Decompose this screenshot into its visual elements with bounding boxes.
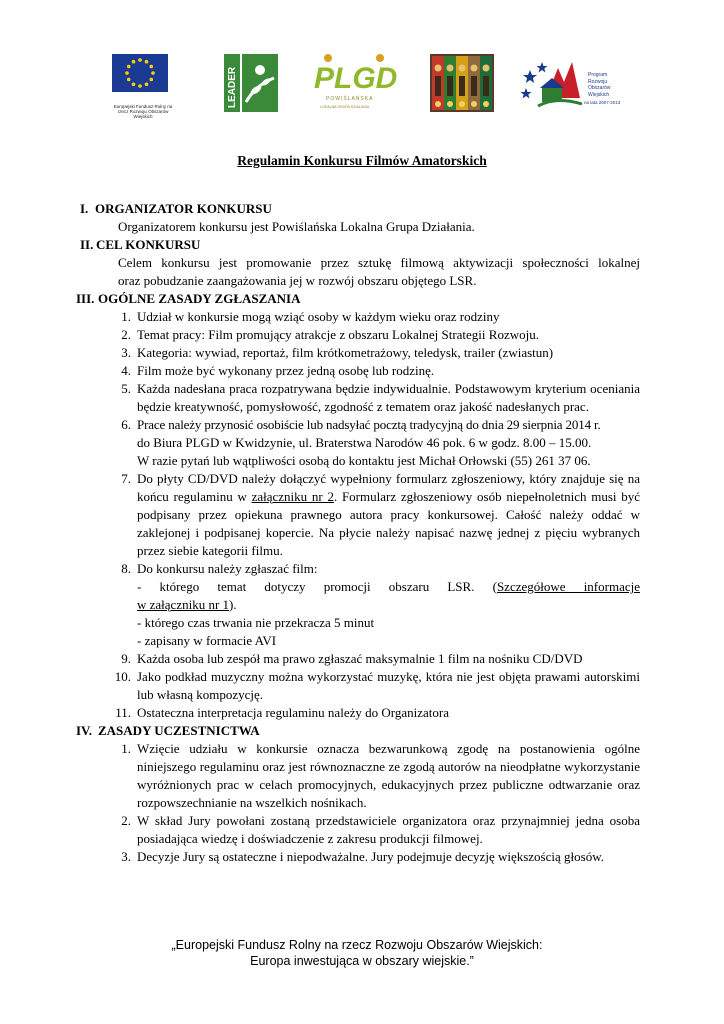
item-8-line-c: - zapisany w formacie AVI bbox=[137, 633, 277, 648]
list-item bbox=[80, 470, 640, 560]
section-heading-2 bbox=[80, 236, 640, 254]
item-number: 7. bbox=[121, 471, 131, 486]
plgd-text: PLGD bbox=[314, 62, 398, 95]
section-heading-1 bbox=[80, 200, 640, 218]
item-number: 10. bbox=[114, 669, 131, 684]
list-item bbox=[80, 668, 640, 704]
plgd-subtitle-2: LOKALNA GRUPA DZIAŁANIA bbox=[320, 105, 370, 109]
mosaic-people-icon bbox=[430, 48, 496, 114]
attachment-2-link[interactable]: załączniku nr 2 bbox=[251, 489, 334, 504]
section-heading-3 bbox=[76, 290, 640, 308]
logo-bar bbox=[108, 48, 628, 123]
item-number: 4. bbox=[121, 363, 131, 378]
section-number: IV. bbox=[76, 723, 93, 738]
eu-flag-logo bbox=[108, 48, 173, 119]
section-title: ZASADY UCZESTNICTWA bbox=[98, 723, 260, 738]
item-number: 1. bbox=[121, 309, 131, 324]
item-8-a-close: ). bbox=[229, 597, 237, 612]
item-text bbox=[137, 416, 640, 470]
document-title: Regulamin Konkursu Filmów Amatorskich bbox=[237, 153, 487, 168]
section-number: II. bbox=[80, 237, 94, 252]
item-text: Film może być wykonany przez jedną osobę lub rodzinę. bbox=[137, 363, 435, 378]
item-text: Jako podkład muzyczny można wykorzystać muzykę, która nie jest objęta prawami autorskimi lub własną kompozycję. bbox=[137, 669, 640, 702]
item-6-line-2: do Biura PLGD w Kwidzynie, ul. Braterstwa Narodów 46 pok. 6 w godz. 8.00 – 15.00. bbox=[137, 435, 592, 450]
item-number: 9. bbox=[121, 651, 131, 666]
section-1-text: Organizatorem konkursu jest Powiślańska Lokalna Grupa Działania. bbox=[118, 219, 475, 234]
page-footer bbox=[0, 937, 724, 969]
list-item bbox=[80, 344, 640, 362]
section-title: ORGANIZATOR KONKURSU bbox=[95, 201, 272, 216]
section-number: III. bbox=[76, 291, 95, 306]
eu-flag-icon bbox=[108, 48, 172, 100]
prow-years: na lata 2007-2013 bbox=[584, 100, 621, 105]
item-number: 2. bbox=[121, 813, 131, 828]
item-number: 3. bbox=[121, 849, 131, 864]
prow-line-3: Obszarów bbox=[588, 85, 611, 91]
item-text: Kategoria: wywiad, reportaż, film krótkometrażowy, teledysk, trailer (zwiastun) bbox=[137, 345, 554, 360]
footer-line-1: „Europejski Fundusz Rolny na rzecz Rozwoju Obszarów Wiejskich: bbox=[171, 938, 543, 952]
list-item bbox=[80, 650, 640, 668]
section-title: OGÓLNE ZASADY ZGŁASZANIA bbox=[98, 291, 301, 306]
item-8-line-a2 bbox=[137, 596, 640, 614]
item-number: 6. bbox=[121, 417, 131, 432]
list-item bbox=[80, 308, 640, 326]
prow-line-1: Program bbox=[588, 72, 608, 78]
eu-caption: Europejski Fundusz Rolny na rzecz Rozwoju Obszarów Wiejskich bbox=[113, 104, 173, 119]
item-text: Każda osoba lub zespół ma prawo zgłaszać maksymalnie 1 film na nośniku CD/DVD bbox=[137, 651, 583, 666]
list-item bbox=[80, 704, 640, 722]
item-text: Temat pracy: Film promujący atrakcje z obszaru Lokalnej Strategii Rozwoju. bbox=[137, 327, 539, 342]
list-item bbox=[80, 380, 640, 416]
item-text: Wzięcie udziału w konkursie oznacza bezwarunkową zgodę na postanowienia ogólne niniejszego regulaminu oraz jest równoznaczne ze zgodą autorów na nieodpłatne wykorzystanie wyróżnionych prac w celach promocyjnych, edukacyjnych przez publiczne odtwarzanie oraz rozpowszechnianie na wszelkich nośnikach. bbox=[137, 741, 640, 810]
plgd-logo bbox=[308, 48, 400, 123]
item-number: 3. bbox=[121, 345, 131, 360]
item-number: 8. bbox=[121, 561, 131, 576]
item-8-line-b: - którego czas trwania nie przekracza 5 minut bbox=[137, 615, 375, 630]
item-text bbox=[137, 470, 640, 560]
section-2-line-2: oraz pobudzanie zaangażowania jej w rozwój obszaru objętego LSR. bbox=[118, 273, 477, 288]
section-title: CEL KONKURSU bbox=[96, 237, 201, 252]
item-8-intro: Do konkursu należy zgłaszać film: bbox=[137, 561, 318, 576]
list-item bbox=[80, 848, 640, 866]
item-text: Udział w konkursie mogą wziąć osoby w każdym wieku oraz rodziny bbox=[137, 309, 500, 324]
document-body bbox=[76, 200, 640, 866]
item-8-a-text: - którego temat dotyczy promocji obszaru LSR. ( bbox=[137, 579, 497, 594]
leader-leaf-icon bbox=[220, 48, 280, 114]
section-2-text bbox=[80, 254, 640, 290]
item-number: 2. bbox=[121, 327, 131, 342]
item-number: 1. bbox=[121, 741, 131, 756]
prow-text bbox=[588, 72, 633, 98]
list-item bbox=[80, 416, 640, 470]
leader-text: LEADER bbox=[227, 66, 238, 108]
item-text bbox=[137, 560, 640, 650]
attachment-1-link-a[interactable]: Szczegółowe informacje bbox=[496, 579, 640, 594]
list-item bbox=[80, 740, 640, 812]
prow-emblem-icon bbox=[516, 48, 586, 114]
item-8-line-a bbox=[137, 578, 640, 596]
item-7-text-b: . Formularz zgłoszeniowy osób niepełnoletnich musi być podpisany przez opiekuna prawnego autora pracy konkursowej. Całość należy oddać w zaklejonej i podpisanej kopercie. Na płycie należy napisać nazwę jednej z pięciu wybranych przez siebie kategorii filmu. bbox=[137, 489, 640, 558]
mosaic-logo bbox=[430, 48, 496, 119]
list-item bbox=[80, 560, 640, 650]
item-6-line-1: Prace należy przynosić osobiście lub nadsyłać pocztą tradycyjną do dnia 29 sierpnia 2014 r. bbox=[137, 417, 601, 432]
list-item bbox=[80, 812, 640, 848]
list-item bbox=[80, 326, 640, 344]
item-7-text-a: Do płyty CD/DVD należy dołączyć wypełniony formularz zgłoszeniowy, który znajduje się na końcu regulaminu w bbox=[137, 471, 640, 504]
item-number: 5. bbox=[121, 381, 131, 396]
section-number: I. bbox=[80, 201, 89, 216]
list-item bbox=[80, 362, 640, 380]
item-text: Decyzje Jury są ostateczne i niepodważalne. Jury podejmuje decyzję większością głosów. bbox=[137, 849, 604, 864]
prow-line-2: Rozwoju bbox=[588, 78, 608, 85]
leader-logo bbox=[220, 48, 280, 119]
item-6-line-3: W razie pytań lub wątpliwości osobą do kontaktu jest Michał Orłowski (55) 261 37 06. bbox=[137, 453, 591, 468]
plgd-subtitle: POWIŚLAŃSKA bbox=[326, 96, 374, 102]
item-text: Każda nadesłana praca rozpatrywana będzie indywidualnie. Podstawowym kryterium oceniania będzie kreatywność, pomysłowość, zgodność z tematem oraz jakość nadesłanych prac. bbox=[137, 381, 640, 414]
section-2-line-1: Celem konkursu jest promowanie przez sztukę filmową aktywizacji społeczności lokalnej bbox=[118, 255, 640, 270]
plgd-logo-icon bbox=[308, 48, 400, 118]
item-text: Ostateczna interpretacja regulaminu należy do Organizatora bbox=[137, 705, 449, 720]
footer-line-2: Europa inwestująca w obszary wiejskie.” bbox=[250, 954, 474, 968]
prow-line-4: Wiejskich bbox=[588, 91, 610, 98]
item-number: 11. bbox=[115, 705, 131, 720]
prow-logo bbox=[516, 48, 628, 119]
item-text: W skład Jury powołani zostaną przedstawiciele organizatora oraz przynajmniej jedna osoba posiadająca wiedzę i doświadczenie z zakresu produkcji filmowej. bbox=[137, 813, 640, 846]
attachment-1-link-b[interactable]: w załączniku nr 1 bbox=[137, 597, 230, 612]
section-heading-4 bbox=[76, 722, 640, 740]
